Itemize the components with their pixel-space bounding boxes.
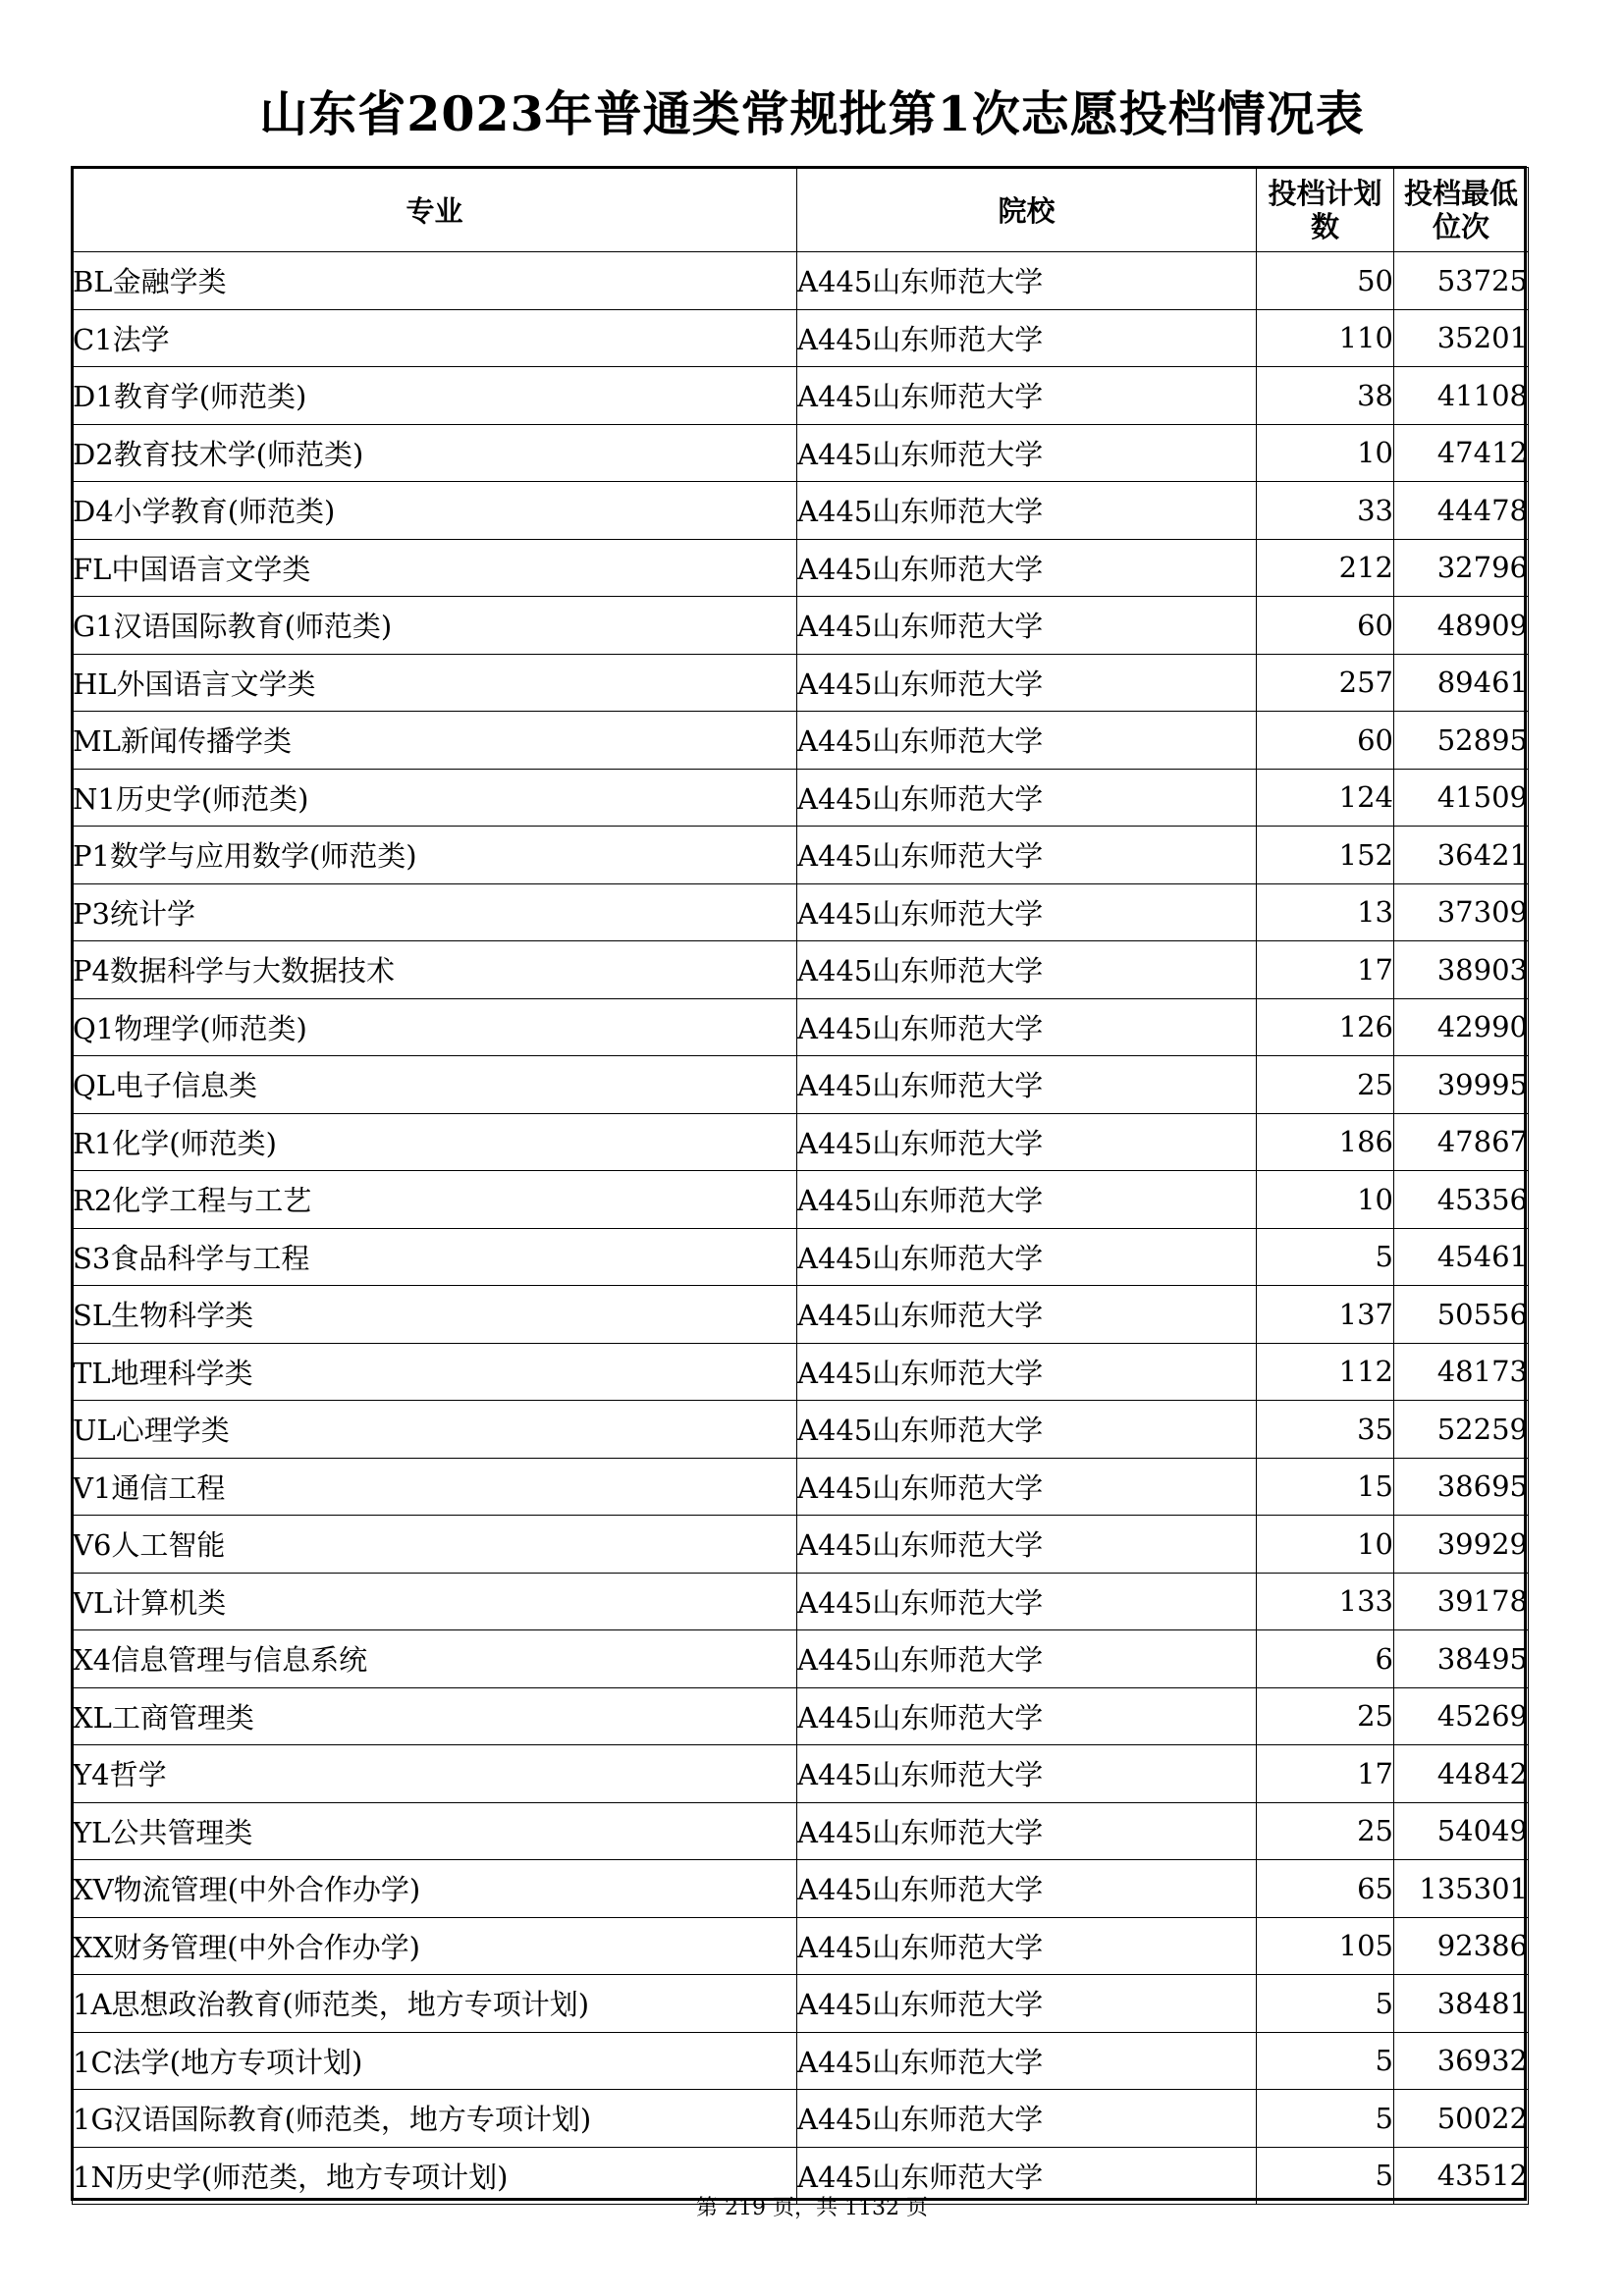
rank-cell: 42990: [1394, 998, 1529, 1056]
school-cell: A445山东师范大学: [797, 1802, 1257, 1860]
school-cell: A445山东师范大学: [797, 1975, 1257, 2033]
school-cell: A445山东师范大学: [797, 1228, 1257, 1286]
school-cell: A445山东师范大学: [797, 2032, 1257, 2090]
school-cell: A445山东师范大学: [797, 1458, 1257, 1516]
rank-cell: 38695: [1394, 1458, 1529, 1516]
school-cell: A445山东师范大学: [797, 1630, 1257, 1688]
rank-cell: 92386: [1394, 1917, 1529, 1975]
rank-cell: 48173: [1394, 1343, 1529, 1401]
plan-cell: 25: [1257, 1802, 1394, 1860]
plan-cell: 60: [1257, 597, 1394, 655]
plan-cell: 112: [1257, 1343, 1394, 1401]
major-cell: 1N历史学(师范类，地方专项计划): [73, 2147, 797, 2205]
table-row: [73, 1056, 1529, 1114]
plan-cell: 110: [1257, 309, 1394, 367]
plan-cell: 10: [1257, 1171, 1394, 1229]
major-cell: V6人工智能: [73, 1516, 797, 1574]
school-cell: A445山东师范大学: [797, 827, 1257, 884]
rank-cell: 50022: [1394, 2090, 1529, 2148]
plan-cell: 17: [1257, 941, 1394, 999]
major-cell: R1化学(师范类): [73, 1113, 797, 1171]
table-row: [73, 482, 1529, 540]
plan-cell: 25: [1257, 1056, 1394, 1114]
table-row: [73, 998, 1529, 1056]
major-cell: QL电子信息类: [73, 1056, 797, 1114]
plan-cell: 33: [1257, 482, 1394, 540]
rank-cell: 35201: [1394, 309, 1529, 367]
school-cell: A445山东师范大学: [797, 1171, 1257, 1229]
major-cell: ML新闻传播学类: [73, 712, 797, 770]
plan-cell: 35: [1257, 1401, 1394, 1459]
rank-cell: 45269: [1394, 1687, 1529, 1745]
table-row: [73, 309, 1529, 367]
plan-cell: 5: [1257, 2032, 1394, 2090]
rank-cell: 41108: [1394, 367, 1529, 425]
school-cell: A445山东师范大学: [797, 252, 1257, 310]
header-major: 专业: [73, 168, 797, 252]
page-footer: 第 219 页，共 1132 页: [696, 2196, 928, 2220]
rank-cell: 43512: [1394, 2147, 1529, 2205]
plan-cell: 10: [1257, 424, 1394, 482]
rank-cell: 135301: [1394, 1860, 1529, 1918]
major-cell: X4信息管理与信息系统: [73, 1630, 797, 1688]
rank-cell: 39178: [1394, 1573, 1529, 1630]
header-plan: 投档计划 数: [1257, 168, 1394, 252]
table-row: [73, 1860, 1529, 1918]
table-row: [73, 769, 1529, 827]
school-cell: A445山东师范大学: [797, 1343, 1257, 1401]
table-row: [73, 654, 1529, 712]
major-cell: S3食品科学与工程: [73, 1228, 797, 1286]
rank-cell: 89461: [1394, 654, 1529, 712]
plan-cell: 5: [1257, 1228, 1394, 1286]
plan-cell: 105: [1257, 1917, 1394, 1975]
table-row: [73, 539, 1529, 597]
major-cell: XL工商管理类: [73, 1687, 797, 1745]
major-cell: N1历史学(师范类): [73, 769, 797, 827]
school-cell: A445山东师范大学: [797, 2090, 1257, 2148]
table-row: [73, 424, 1529, 482]
school-cell: A445山东师范大学: [797, 654, 1257, 712]
school-cell: A445山东师范大学: [797, 367, 1257, 425]
school-cell: A445山东师范大学: [797, 424, 1257, 482]
major-cell: XX财务管理(中外合作办学): [73, 1917, 797, 1975]
school-cell: A445山东师范大学: [797, 1573, 1257, 1630]
table-row: [73, 2090, 1529, 2148]
school-cell: A445山东师范大学: [797, 998, 1257, 1056]
rank-cell: 32796: [1394, 539, 1529, 597]
rank-cell: 44842: [1394, 1745, 1529, 1803]
rank-cell: 45461: [1394, 1228, 1529, 1286]
rank-cell: 41509: [1394, 769, 1529, 827]
rank-cell: 47412: [1394, 424, 1529, 482]
table-row: [73, 1516, 1529, 1574]
major-cell: D4小学教育(师范类): [73, 482, 797, 540]
plan-cell: 65: [1257, 1860, 1394, 1918]
school-cell: A445山东师范大学: [797, 597, 1257, 655]
major-cell: C1法学: [73, 309, 797, 367]
page-title: 山东省2023年普通类常规批第1次志愿投档情况表: [259, 85, 1365, 142]
rank-cell: 37309: [1394, 883, 1529, 941]
major-cell: XV物流管理(中外合作办学): [73, 1860, 797, 1918]
major-cell: YL公共管理类: [73, 1802, 797, 1860]
major-cell: P4数据科学与大数据技术: [73, 941, 797, 999]
table-row: [73, 712, 1529, 770]
rank-cell: 39995: [1394, 1056, 1529, 1114]
plan-cell: 126: [1257, 998, 1394, 1056]
table-row: [73, 597, 1529, 655]
table-body: [73, 252, 1529, 2205]
rank-cell: 39929: [1394, 1516, 1529, 1574]
table-row: [73, 1401, 1529, 1459]
school-cell: A445山东师范大学: [797, 712, 1257, 770]
school-cell: A445山东师范大学: [797, 1286, 1257, 1344]
major-cell: UL心理学类: [73, 1401, 797, 1459]
rank-cell: 50556: [1394, 1286, 1529, 1344]
rank-cell: 36932: [1394, 2032, 1529, 2090]
table-row: [73, 1573, 1529, 1630]
major-cell: V1通信工程: [73, 1458, 797, 1516]
table-row: [73, 1745, 1529, 1803]
table-row: [73, 1917, 1529, 1975]
school-cell: A445山东师范大学: [797, 1917, 1257, 1975]
major-cell: G1汉语国际教育(师范类): [73, 597, 797, 655]
plan-cell: 124: [1257, 769, 1394, 827]
plan-cell: 17: [1257, 1745, 1394, 1803]
plan-cell: 60: [1257, 712, 1394, 770]
major-cell: P3统计学: [73, 883, 797, 941]
rank-cell: 36421: [1394, 827, 1529, 884]
rank-cell: 48909: [1394, 597, 1529, 655]
school-cell: A445山东师范大学: [797, 1516, 1257, 1574]
school-cell: A445山东师范大学: [797, 883, 1257, 941]
rank-cell: 52259: [1394, 1401, 1529, 1459]
plan-cell: 10: [1257, 1516, 1394, 1574]
plan-cell: 50: [1257, 252, 1394, 310]
plan-cell: 5: [1257, 2147, 1394, 2205]
school-cell: A445山东师范大学: [797, 769, 1257, 827]
plan-cell: 38: [1257, 367, 1394, 425]
plan-cell: 257: [1257, 654, 1394, 712]
plan-cell: 186: [1257, 1113, 1394, 1171]
major-cell: D2教育技术学(师范类): [73, 424, 797, 482]
rank-cell: 38481: [1394, 1975, 1529, 2033]
table-row: [73, 941, 1529, 999]
major-cell: 1G汉语国际教育(师范类，地方专项计划): [73, 2090, 797, 2148]
rank-cell: 45356: [1394, 1171, 1529, 1229]
header-school: 院校: [797, 168, 1257, 252]
table-row: [73, 1458, 1529, 1516]
major-cell: VL计算机类: [73, 1573, 797, 1630]
school-cell: A445山东师范大学: [797, 1745, 1257, 1803]
major-cell: HL外国语言文学类: [73, 654, 797, 712]
major-cell: TL地理科学类: [73, 1343, 797, 1401]
table-row: [73, 1171, 1529, 1229]
table-row: [73, 1343, 1529, 1401]
plan-cell: 5: [1257, 2090, 1394, 2148]
plan-cell: 5: [1257, 1975, 1394, 2033]
school-cell: A445山东师范大学: [797, 309, 1257, 367]
rank-cell: 44478: [1394, 482, 1529, 540]
table-row: [73, 1630, 1529, 1688]
rank-cell: 52895: [1394, 712, 1529, 770]
plan-cell: 212: [1257, 539, 1394, 597]
rank-cell: 54049: [1394, 1802, 1529, 1860]
major-cell: SL生物科学类: [73, 1286, 797, 1344]
admission-table: [72, 167, 1529, 2205]
major-cell: 1C法学(地方专项计划): [73, 2032, 797, 2090]
plan-cell: 6: [1257, 1630, 1394, 1688]
school-cell: A445山东师范大学: [797, 482, 1257, 540]
plan-cell: 133: [1257, 1573, 1394, 1630]
school-cell: A445山东师范大学: [797, 1860, 1257, 1918]
table-row: [73, 1802, 1529, 1860]
major-cell: R2化学工程与工艺: [73, 1171, 797, 1229]
table-row: [73, 252, 1529, 310]
school-cell: A445山东师范大学: [797, 539, 1257, 597]
rank-cell: 38903: [1394, 941, 1529, 999]
rank-cell: 38495: [1394, 1630, 1529, 1688]
school-cell: A445山东师范大学: [797, 1401, 1257, 1459]
plan-cell: 15: [1257, 1458, 1394, 1516]
major-cell: BL金融学类: [73, 252, 797, 310]
major-cell: D1教育学(师范类): [73, 367, 797, 425]
table-row: [73, 883, 1529, 941]
table-row: [73, 827, 1529, 884]
plan-cell: 25: [1257, 1687, 1394, 1745]
major-cell: Q1物理学(师范类): [73, 998, 797, 1056]
table-row: [73, 1113, 1529, 1171]
rank-cell: 47867: [1394, 1113, 1529, 1171]
table-row: [73, 1687, 1529, 1745]
school-cell: A445山东师范大学: [797, 1687, 1257, 1745]
major-cell: FL中国语言文学类: [73, 539, 797, 597]
school-cell: A445山东师范大学: [797, 2147, 1257, 2205]
table-row: [73, 1975, 1529, 2033]
table-row: [73, 2032, 1529, 2090]
major-cell: Y4哲学: [73, 1745, 797, 1803]
rank-cell: 53725: [1394, 252, 1529, 310]
major-cell: P1数学与应用数学(师范类): [73, 827, 797, 884]
plan-cell: 137: [1257, 1286, 1394, 1344]
school-cell: A445山东师范大学: [797, 941, 1257, 999]
plan-cell: 13: [1257, 883, 1394, 941]
table-row: [73, 1228, 1529, 1286]
major-cell: 1A思想政治教育(师范类，地方专项计划): [73, 1975, 797, 2033]
table-row: [73, 367, 1529, 425]
header-min-rank: 投档最低 位次: [1394, 168, 1529, 252]
plan-cell: 152: [1257, 827, 1394, 884]
school-cell: A445山东师范大学: [797, 1056, 1257, 1114]
table-header-row: [73, 168, 1529, 252]
table-row: [73, 1286, 1529, 1344]
school-cell: A445山东师范大学: [797, 1113, 1257, 1171]
